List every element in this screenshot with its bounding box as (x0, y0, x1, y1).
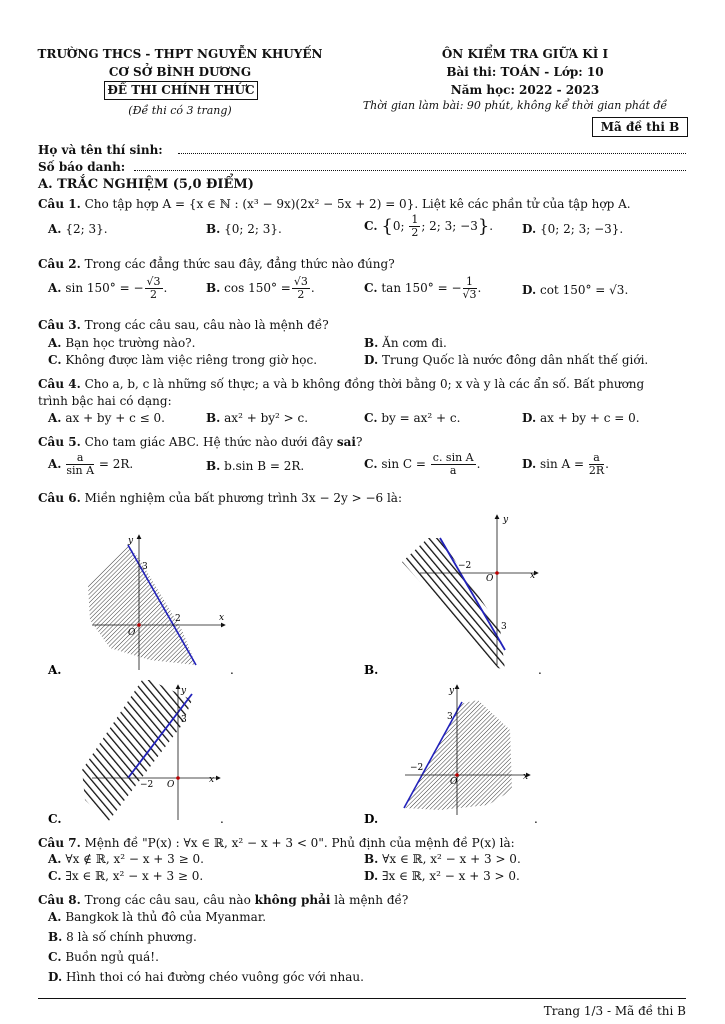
q3-text: Trong các câu sau, câu nào là mệnh đề? (84, 318, 329, 332)
q6-graph-d (404, 685, 530, 815)
q5-option-d[interactable]: D. sin A = $\frac{a}{2R}$ . (522, 451, 609, 477)
time-note: Thời gian làm bài: 90 phút, không kể thời gian phát đề (362, 99, 668, 112)
q6-b-tick-m2: −2 (458, 561, 472, 571)
school-name: TRƯỜNG THCS - THPT NGUYỄN KHUYẾN (37, 47, 323, 61)
q4-option-b[interactable]: B. ax² + by² > c. (206, 411, 309, 425)
q1-option-c[interactable]: C. {0; $\frac{1}{2}$ ; 2; 3; −3}. (364, 213, 494, 239)
svg-text:.: . (534, 812, 538, 826)
q8-option-b[interactable]: B. 8 là số chính phương. (48, 930, 197, 944)
q6-c-tick-3: 3 (181, 715, 187, 725)
exam-code-box: Mã đề thi B (592, 117, 688, 137)
q6-a-x-label: x (219, 613, 225, 623)
q1-option-d[interactable]: D. {0; 2; 3; −3}. (522, 222, 624, 236)
q2-option-b[interactable]: B. cos 150° = $\frac{√3}{2}$ . (206, 275, 315, 301)
question-6: Câu 6. Miền nghiệm của bất phương trình 3x − 2y > −6 là: (38, 491, 402, 505)
q1-option-a[interactable]: A. {2; 3}. (48, 222, 108, 236)
q6-c-x-label: x (209, 775, 215, 785)
q4-text-2: trình bậc hai có dạng: (38, 394, 172, 408)
q6-a-tick-2: 2 (175, 614, 181, 624)
q6-c-tick-m2: −2 (140, 780, 154, 790)
student-name-label: Họ và tên thí sinh: (38, 143, 163, 157)
q6-text: Miền nghiệm của bất phương trình 3x − 2y > −6 là: (84, 491, 402, 505)
q7-text: Mệnh đề "P(x) : ∀x ∈ ℝ, x² − x + 3 < 0". Phủ định của mệnh đề P(x) là: (84, 836, 515, 850)
svg-text:.: . (538, 663, 542, 677)
svg-text:.: . (220, 812, 224, 826)
campus-name: CƠ SỞ BÌNH DƯƠNG (108, 65, 252, 79)
exam-title: ÔN KIỂM TRA GIỮA KÌ I (441, 47, 609, 61)
q4-option-c[interactable]: C. by = ax² + c. (364, 411, 461, 425)
q3-option-a[interactable]: A. Bạn học trường nào?. (48, 336, 196, 350)
q8-option-c[interactable]: C. Buồn ngủ quá!. (48, 950, 159, 964)
q6-a-tick-3: 3 (142, 562, 148, 572)
q6-d-origin: O (450, 777, 458, 787)
q1-text: Cho tập hợp A = {x ∈ ℕ : (x³ − 9x)(2x² − 5x + 2) = 0}. Liệt kê các phần tử của tập hợp A. (84, 197, 631, 211)
q6-b-origin: O (486, 574, 494, 584)
q6-option-b[interactable]: B. (364, 663, 379, 677)
q8-option-d[interactable]: D. Hình thoi có hai đường chéo vuông góc với nhau. (48, 970, 364, 984)
exam-subject: Bài thi: TOÁN - Lớp: 10 (446, 65, 604, 79)
q2-text: Trong các đẳng thức sau đây, đẳng thức nào đúng? (84, 257, 395, 271)
question-3: Câu 3. Trong các câu sau, câu nào là mệnh đề? (38, 318, 329, 332)
question-5: Câu 5. Cho tam giác ABC. Hệ thức nào dưới đây sai? (38, 435, 363, 449)
q6-c-y-label: y (181, 686, 187, 696)
q7-option-a[interactable]: A. ∀x ∉ ℝ, x² − x + 3 ≥ 0. (48, 852, 204, 866)
q6-b-x-label: x (530, 571, 536, 581)
q1-label: Câu 1. (38, 197, 81, 211)
q5-option-a[interactable]: A. $\frac{a}{\text{sin A}}$ = 2R. (48, 451, 134, 477)
q6-option-d[interactable]: D. (364, 812, 379, 826)
q6-option-a[interactable]: A. (48, 663, 62, 677)
school-year: Năm học: 2022 - 2023 (450, 83, 600, 97)
student-id-label: Số báo danh: (38, 160, 126, 174)
question-4: Câu 4. Cho a, b, c là những số thực; a và b không đồng thời bằng 0; x và y là các ẩn số. Bất phương (38, 377, 645, 391)
q6-d-y-label: y (449, 686, 455, 696)
footer-divider (38, 998, 686, 999)
q6-graph-a (88, 535, 225, 670)
question-7: Câu 7. Mệnh đề "P(x) : ∀x ∈ ℝ, x² − x + 3 < 0". Phủ định của mệnh đề P(x) là: (38, 836, 515, 850)
q3-option-c[interactable]: C. Không được làm việc riêng trong giờ học. (48, 353, 318, 367)
q4-option-d[interactable]: D. ax + by + c = 0. (522, 411, 640, 425)
q2-option-a[interactable]: A. sin 150° = − $\frac{√3}{2}$ . (48, 275, 168, 301)
q6-b-tick-3: 3 (501, 622, 507, 632)
q7-option-c[interactable]: C. ∃x ∈ ℝ, x² − x + 3 ≥ 0. (48, 869, 204, 883)
q5-option-c[interactable]: C. sin C = $\frac{\text{c. sin A}}{a}$ . (364, 451, 481, 477)
question-2: Câu 2. Trong các đẳng thức sau đây, đẳng thức nào đúng? (38, 257, 395, 271)
q6-d-tick-m2: −2 (410, 763, 424, 773)
page-footer: Trang 1/3 - Mã đề thi B (543, 1004, 686, 1018)
q4-text-1: Cho a, b, c là những số thực; a và b không đồng thời bằng 0; x và y là các ẩn số. Bất phương (84, 377, 645, 391)
official-exam-box: ĐỀ THI CHÍNH THỨC (104, 81, 258, 100)
q5-option-b[interactable]: B. b.sin B = 2R. (206, 459, 305, 473)
q7-option-b[interactable]: B. ∀x ∈ ℝ, x² − x + 3 > 0. (364, 852, 521, 866)
q1-option-b[interactable]: B. {0; 2; 3}. (206, 222, 282, 236)
q6-a-origin: O (128, 628, 136, 638)
pages-note: (Đề thi có 3 trang) (128, 104, 232, 117)
question-8: Câu 8. Trong các câu sau, câu nào không phải là mệnh đề? (38, 893, 409, 907)
q6-graph-c (82, 680, 220, 822)
q6-graph-b (402, 515, 538, 670)
q6-d-region (404, 700, 512, 810)
q3-option-d[interactable]: D. Trung Quốc là nước đông dân nhất thế giới. (364, 353, 649, 367)
section-a-heading: A. TRẮC NGHIỆM (5,0 ĐIỂM) (38, 177, 254, 192)
q6-b-y-label: y (503, 515, 509, 525)
q6-option-c[interactable]: C. (48, 812, 62, 826)
q8-option-a[interactable]: A. Bangkok là thủ đô của Myanmar. (48, 910, 267, 924)
q2-option-c[interactable]: C. tan 150° = − $\frac{1}{√3}$ . (364, 275, 482, 301)
q4-option-a[interactable]: A. ax + by + c ≤ 0. (48, 411, 165, 425)
q6-b-region (402, 538, 505, 670)
q6-a-y-label: y (128, 536, 134, 546)
svg-text:.: . (230, 663, 234, 677)
q6-d-tick-3: 3 (447, 712, 453, 722)
q6-c-origin: O (167, 780, 175, 790)
q6-d-x-label: x (523, 772, 529, 782)
q7-option-d[interactable]: D. ∃x ∈ ℝ, x² − x + 3 > 0. (364, 869, 520, 883)
q3-option-b[interactable]: B. Ăn cơm đi. (364, 336, 447, 350)
q2-option-d[interactable]: D. cot 150° = √3. (522, 283, 629, 297)
q6-c-region (82, 680, 192, 822)
